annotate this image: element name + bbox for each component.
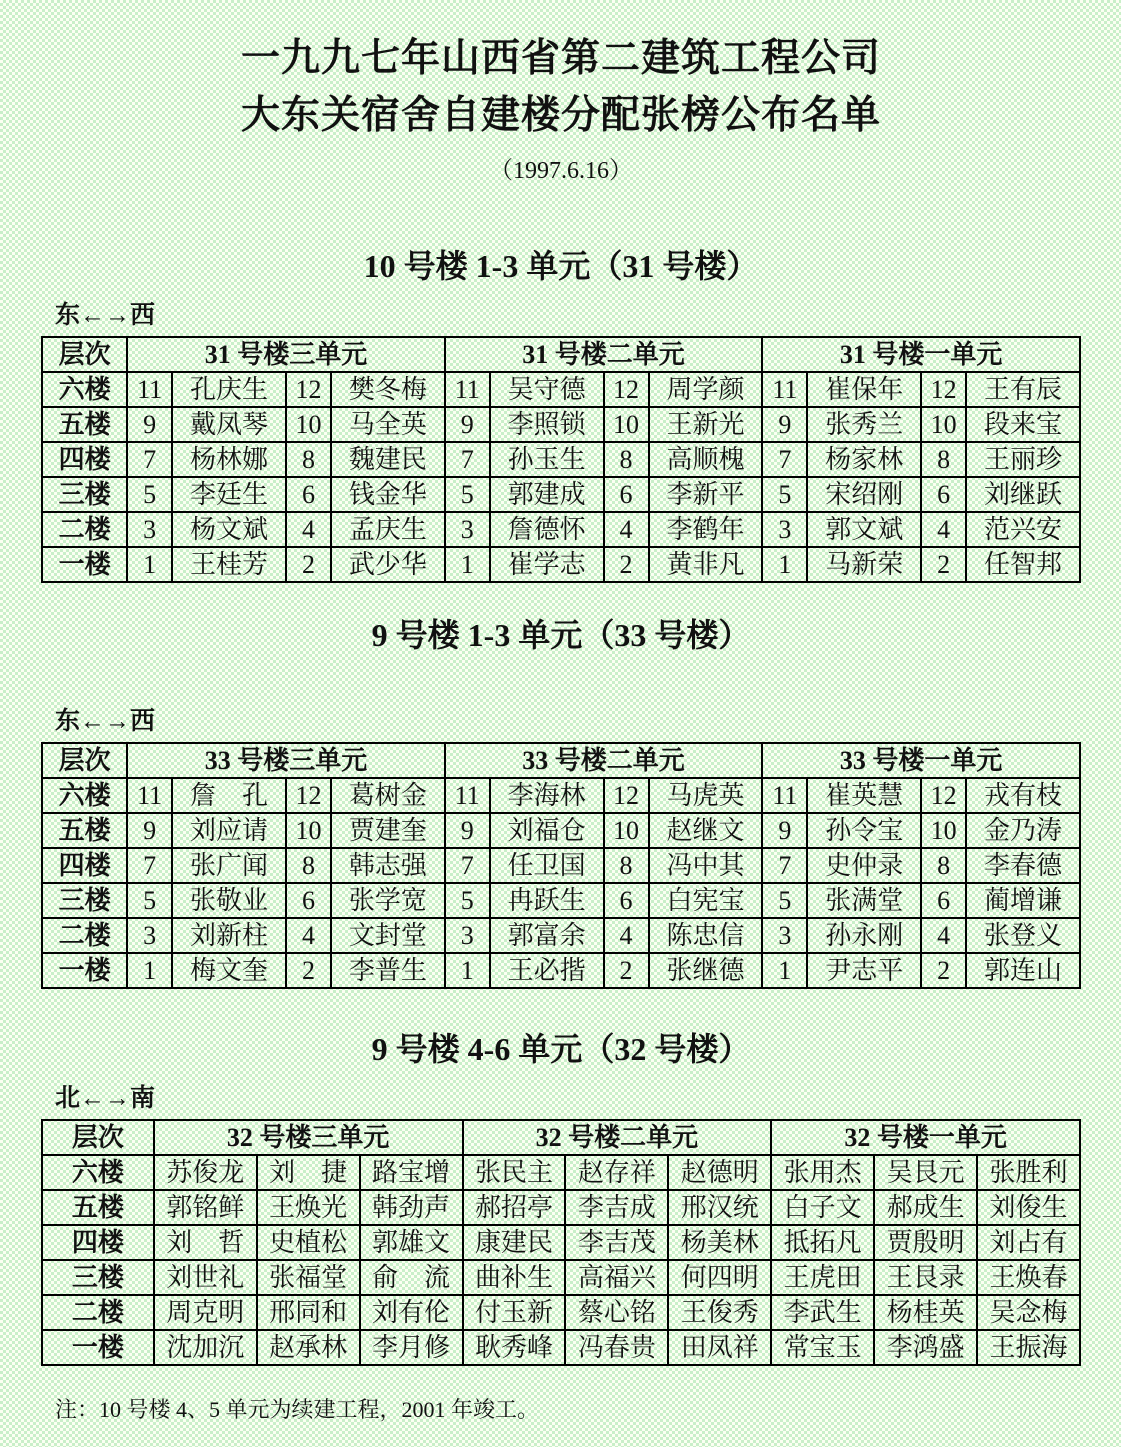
name-cell: 孙永刚	[807, 918, 921, 953]
floor-cell: 二楼	[42, 918, 127, 953]
name-cell: 史仲录	[807, 848, 921, 883]
floor-cell: 二楼	[42, 1295, 154, 1330]
name-cell: 王艮录	[874, 1260, 977, 1295]
section-caption: 9 号楼 1-3 单元（33 号楼）	[371, 617, 751, 653]
room-number-cell: 7	[762, 848, 807, 883]
name-cell: 刘应请	[172, 813, 286, 848]
room-number-cell: 4	[604, 512, 649, 547]
room-number-cell: 8	[604, 848, 649, 883]
name-cell: 王振海	[977, 1330, 1080, 1365]
name-cell: 刘俊生	[977, 1190, 1080, 1225]
room-number-cell: 1	[127, 953, 172, 988]
name-cell: 葛树金	[331, 778, 445, 813]
floor-cell: 六楼	[42, 372, 127, 407]
column-header: 32 号楼二单元	[463, 1120, 772, 1155]
room-number-cell: 5	[445, 477, 490, 512]
room-number-cell: 4	[921, 918, 966, 953]
floor-cell: 三楼	[42, 1260, 154, 1295]
floor-cell: 三楼	[42, 477, 127, 512]
name-cell: 韩劲声	[360, 1190, 463, 1225]
room-number-cell: 9	[445, 813, 490, 848]
name-cell: 刘继跃	[966, 477, 1080, 512]
name-cell: 郭建成	[490, 477, 604, 512]
room-number-cell: 8	[286, 848, 331, 883]
room-number-cell: 12	[286, 372, 331, 407]
name-cell: 武少华	[331, 547, 445, 582]
table-row	[42, 547, 1080, 582]
name-cell: 曲补生	[463, 1260, 566, 1295]
name-cell: 郭连山	[966, 953, 1080, 988]
table-row	[42, 953, 1080, 988]
name-cell: 刘福仓	[490, 813, 604, 848]
room-number-cell: 11	[445, 372, 490, 407]
column-header: 31 号楼二单元	[445, 337, 763, 372]
allocation-table-33	[41, 742, 1081, 989]
name-cell: 梅文奎	[172, 953, 286, 988]
name-cell: 李吉成	[565, 1190, 668, 1225]
name-cell: 白子文	[771, 1190, 874, 1225]
name-cell: 王虎田	[771, 1260, 874, 1295]
column-header: 31 号楼一单元	[762, 337, 1080, 372]
floor-cell: 四楼	[42, 442, 127, 477]
name-cell: 钱金华	[331, 477, 445, 512]
room-number-cell: 8	[286, 442, 331, 477]
name-cell: 高顺槐	[649, 442, 763, 477]
name-cell: 贾建奎	[331, 813, 445, 848]
name-cell: 王俊秀	[668, 1295, 771, 1330]
allocation-table-32	[41, 1119, 1081, 1366]
room-number-cell: 12	[604, 372, 649, 407]
name-cell: 郝招亭	[463, 1190, 566, 1225]
table-row	[42, 1190, 1080, 1225]
room-number-cell: 3	[127, 512, 172, 547]
name-cell: 冉跃生	[490, 883, 604, 918]
name-cell: 王桂芳	[172, 547, 286, 582]
room-number-cell: 4	[921, 512, 966, 547]
name-cell: 杨家林	[807, 442, 921, 477]
orientation-label: 北←→南	[55, 1085, 156, 1112]
name-cell: 孙玉生	[490, 442, 604, 477]
name-cell: 孔庆生	[172, 372, 286, 407]
room-number-cell: 10	[286, 813, 331, 848]
name-cell: 抵拓凡	[771, 1225, 874, 1260]
room-number-cell: 9	[762, 813, 807, 848]
room-number-cell: 8	[604, 442, 649, 477]
name-cell: 韩志强	[331, 848, 445, 883]
name-cell: 张敬业	[172, 883, 286, 918]
room-number-cell: 5	[445, 883, 490, 918]
floor-cell: 五楼	[42, 407, 127, 442]
name-cell: 吴念梅	[977, 1295, 1080, 1330]
column-header: 层次	[42, 337, 127, 372]
building-section-32	[41, 1027, 1081, 1366]
room-number-cell: 11	[127, 372, 172, 407]
name-cell: 刘有伦	[360, 1295, 463, 1330]
name-cell: 张继德	[649, 953, 763, 988]
building-section-31	[41, 244, 1081, 583]
name-cell: 李武生	[771, 1295, 874, 1330]
name-cell: 李鹤年	[649, 512, 763, 547]
name-cell: 郭雄文	[360, 1225, 463, 1260]
name-cell: 蔡心铭	[565, 1295, 668, 1330]
floor-cell: 六楼	[42, 1155, 154, 1190]
name-cell: 刘 捷	[257, 1155, 360, 1190]
room-number-cell: 9	[127, 407, 172, 442]
header-row	[42, 743, 1080, 778]
room-number-cell: 3	[762, 918, 807, 953]
name-cell: 路宝增	[360, 1155, 463, 1190]
name-cell: 郭铭鲜	[154, 1190, 257, 1225]
room-number-cell: 11	[127, 778, 172, 813]
name-cell: 李照锁	[490, 407, 604, 442]
floor-cell: 五楼	[42, 1190, 154, 1225]
name-cell: 李普生	[331, 953, 445, 988]
room-number-cell: 12	[921, 372, 966, 407]
name-cell: 刘世礼	[154, 1260, 257, 1295]
name-cell: 高福兴	[565, 1260, 668, 1295]
name-cell: 耿秀峰	[463, 1330, 566, 1365]
floor-cell: 一楼	[42, 547, 127, 582]
room-number-cell: 4	[286, 918, 331, 953]
room-number-cell: 2	[286, 547, 331, 582]
name-cell: 任智邦	[966, 547, 1080, 582]
header-row	[42, 1120, 1080, 1155]
floor-cell: 一楼	[42, 953, 127, 988]
name-cell: 王焕光	[257, 1190, 360, 1225]
name-cell: 郭文斌	[807, 512, 921, 547]
table-row	[42, 477, 1080, 512]
column-header: 32 号楼一单元	[771, 1120, 1080, 1155]
orientation-label: 东←→西	[55, 708, 156, 735]
page-title-line1: 一九九七年山西省第二建筑工程公司	[240, 37, 881, 80]
name-cell: 李新平	[649, 477, 763, 512]
table-row	[42, 813, 1080, 848]
name-cell: 王有辰	[966, 372, 1080, 407]
date-label: （1997.6.16）	[489, 158, 633, 184]
room-number-cell: 2	[604, 547, 649, 582]
room-number-cell: 10	[604, 813, 649, 848]
name-cell: 郝成生	[874, 1190, 977, 1225]
name-cell: 张福堂	[257, 1260, 360, 1295]
name-cell: 刘 哲	[154, 1225, 257, 1260]
name-cell: 陈忠信	[649, 918, 763, 953]
name-cell: 戎有枝	[966, 778, 1080, 813]
orientation-label: 东←→西	[55, 302, 156, 329]
name-cell: 赵承林	[257, 1330, 360, 1365]
room-number-cell: 1	[445, 547, 490, 582]
room-number-cell: 5	[762, 883, 807, 918]
name-cell: 金乃涛	[966, 813, 1080, 848]
room-number-cell: 7	[445, 848, 490, 883]
name-cell: 范兴安	[966, 512, 1080, 547]
section-caption: 10 号楼 1-3 单元（31 号楼）	[363, 248, 759, 284]
table-row	[42, 918, 1080, 953]
name-cell: 詹 孔	[172, 778, 286, 813]
table-row	[42, 778, 1080, 813]
name-cell: 赵存祥	[565, 1155, 668, 1190]
floor-cell: 二楼	[42, 512, 127, 547]
name-cell: 崔保年	[807, 372, 921, 407]
room-number-cell: 10	[286, 407, 331, 442]
room-number-cell: 12	[286, 778, 331, 813]
name-cell: 文封堂	[331, 918, 445, 953]
room-number-cell: 7	[127, 442, 172, 477]
name-cell: 段来宝	[966, 407, 1080, 442]
name-cell: 马新荣	[807, 547, 921, 582]
name-cell: 蔺增谦	[966, 883, 1080, 918]
room-number-cell: 6	[604, 883, 649, 918]
column-header: 33 号楼二单元	[445, 743, 763, 778]
name-cell: 樊冬梅	[331, 372, 445, 407]
name-cell: 杨美林	[668, 1225, 771, 1260]
room-number-cell: 3	[445, 918, 490, 953]
room-number-cell: 6	[286, 477, 331, 512]
name-cell: 杨文斌	[172, 512, 286, 547]
table-row	[42, 442, 1080, 477]
room-number-cell: 2	[921, 547, 966, 582]
room-number-cell: 9	[445, 407, 490, 442]
name-cell: 邢同和	[257, 1295, 360, 1330]
room-number-cell: 8	[921, 848, 966, 883]
room-number-cell: 2	[604, 953, 649, 988]
name-cell: 张秀兰	[807, 407, 921, 442]
name-cell: 王丽珍	[966, 442, 1080, 477]
name-cell: 刘新柱	[172, 918, 286, 953]
name-cell: 李春德	[966, 848, 1080, 883]
name-cell: 周克明	[154, 1295, 257, 1330]
room-number-cell: 7	[762, 442, 807, 477]
column-header: 33 号楼一单元	[762, 743, 1080, 778]
column-header: 32 号楼三单元	[154, 1120, 463, 1155]
column-header: 层次	[42, 743, 127, 778]
room-number-cell: 12	[604, 778, 649, 813]
table-row	[42, 1295, 1080, 1330]
table-row	[42, 512, 1080, 547]
room-number-cell: 11	[762, 778, 807, 813]
column-header: 31 号楼三单元	[127, 337, 445, 372]
table-row	[42, 848, 1080, 883]
room-number-cell: 6	[921, 477, 966, 512]
name-cell: 尹志平	[807, 953, 921, 988]
table-row	[42, 1155, 1080, 1190]
column-header: 33 号楼三单元	[127, 743, 445, 778]
section-caption: 9 号楼 4-6 单元（32 号楼）	[371, 1031, 751, 1067]
table-row	[42, 883, 1080, 918]
name-cell: 沈加沉	[154, 1330, 257, 1365]
name-cell: 孙令宝	[807, 813, 921, 848]
name-cell: 戴凤琴	[172, 407, 286, 442]
room-number-cell: 8	[921, 442, 966, 477]
room-number-cell: 5	[762, 477, 807, 512]
name-cell: 张满堂	[807, 883, 921, 918]
table-row	[42, 1260, 1080, 1295]
table-row	[42, 372, 1080, 407]
room-number-cell: 3	[127, 918, 172, 953]
floor-cell: 三楼	[42, 883, 127, 918]
room-number-cell: 1	[762, 953, 807, 988]
room-number-cell: 2	[921, 953, 966, 988]
room-number-cell: 7	[445, 442, 490, 477]
name-cell: 宋绍刚	[807, 477, 921, 512]
floor-cell: 五楼	[42, 813, 127, 848]
room-number-cell: 5	[127, 477, 172, 512]
name-cell: 冯中其	[649, 848, 763, 883]
room-number-cell: 6	[286, 883, 331, 918]
room-number-cell: 11	[445, 778, 490, 813]
name-cell: 俞 流	[360, 1260, 463, 1295]
name-cell: 杨林娜	[172, 442, 286, 477]
column-header: 层次	[42, 1120, 154, 1155]
name-cell: 白宪宝	[649, 883, 763, 918]
room-number-cell: 3	[445, 512, 490, 547]
room-number-cell: 4	[286, 512, 331, 547]
name-cell: 邢汉统	[668, 1190, 771, 1225]
name-cell: 张民主	[463, 1155, 566, 1190]
room-number-cell: 2	[286, 953, 331, 988]
floor-cell: 一楼	[42, 1330, 154, 1365]
name-cell: 李月修	[360, 1330, 463, 1365]
room-number-cell: 6	[921, 883, 966, 918]
room-number-cell: 9	[127, 813, 172, 848]
room-number-cell: 1	[127, 547, 172, 582]
name-cell: 张登义	[966, 918, 1080, 953]
page-title-line2: 大东关宿舍自建楼分配张榜公布名单	[240, 94, 881, 137]
room-number-cell: 1	[762, 547, 807, 582]
floor-cell: 四楼	[42, 848, 127, 883]
room-number-cell: 9	[762, 407, 807, 442]
building-section-33	[41, 613, 1081, 989]
name-cell: 吴守德	[490, 372, 604, 407]
room-number-cell: 10	[921, 407, 966, 442]
room-number-cell: 4	[604, 918, 649, 953]
name-cell: 史植松	[257, 1225, 360, 1260]
name-cell: 何四明	[668, 1260, 771, 1295]
name-cell: 王新光	[649, 407, 763, 442]
name-cell: 苏俊龙	[154, 1155, 257, 1190]
name-cell: 马全英	[331, 407, 445, 442]
name-cell: 黄非凡	[649, 547, 763, 582]
name-cell: 张用杰	[771, 1155, 874, 1190]
room-number-cell: 12	[921, 778, 966, 813]
room-number-cell: 5	[127, 883, 172, 918]
name-cell: 李鸿盛	[874, 1330, 977, 1365]
name-cell: 魏建民	[331, 442, 445, 477]
table-row	[42, 1225, 1080, 1260]
name-cell: 张胜利	[977, 1155, 1080, 1190]
room-number-cell: 11	[762, 372, 807, 407]
room-number-cell: 1	[445, 953, 490, 988]
name-cell: 崔英慧	[807, 778, 921, 813]
name-cell: 任卫国	[490, 848, 604, 883]
room-number-cell: 10	[604, 407, 649, 442]
name-cell: 王焕春	[977, 1260, 1080, 1295]
room-number-cell: 3	[762, 512, 807, 547]
name-cell: 贾殷明	[874, 1225, 977, 1260]
room-number-cell: 10	[921, 813, 966, 848]
name-cell: 康建民	[463, 1225, 566, 1260]
name-cell: 张学宽	[331, 883, 445, 918]
name-cell: 崔学志	[490, 547, 604, 582]
name-cell: 李海林	[490, 778, 604, 813]
name-cell: 常宝玉	[771, 1330, 874, 1365]
name-cell: 孟庆生	[331, 512, 445, 547]
name-cell: 马虎英	[649, 778, 763, 813]
table-row	[42, 407, 1080, 442]
name-cell: 冯春贵	[565, 1330, 668, 1365]
table-row	[42, 1330, 1080, 1365]
name-cell: 李廷生	[172, 477, 286, 512]
name-cell: 付玉新	[463, 1295, 566, 1330]
name-cell: 赵继文	[649, 813, 763, 848]
name-cell: 王必揩	[490, 953, 604, 988]
name-cell: 周学颜	[649, 372, 763, 407]
name-cell: 郭富余	[490, 918, 604, 953]
header-row	[42, 337, 1080, 372]
name-cell: 詹德怀	[490, 512, 604, 547]
name-cell: 赵德明	[668, 1155, 771, 1190]
floor-cell: 六楼	[42, 778, 127, 813]
name-cell: 吴艮元	[874, 1155, 977, 1190]
name-cell: 杨桂英	[874, 1295, 977, 1330]
room-number-cell: 7	[127, 848, 172, 883]
name-cell: 李吉茂	[565, 1225, 668, 1260]
footnote: 注：10 号楼 4、5 单元为续建工程，2001 年竣工。	[55, 1397, 540, 1422]
floor-cell: 四楼	[42, 1225, 154, 1260]
allocation-table-31	[41, 336, 1081, 583]
room-number-cell: 6	[604, 477, 649, 512]
name-cell: 张广闻	[172, 848, 286, 883]
name-cell: 田凤祥	[668, 1330, 771, 1365]
name-cell: 刘占有	[977, 1225, 1080, 1260]
